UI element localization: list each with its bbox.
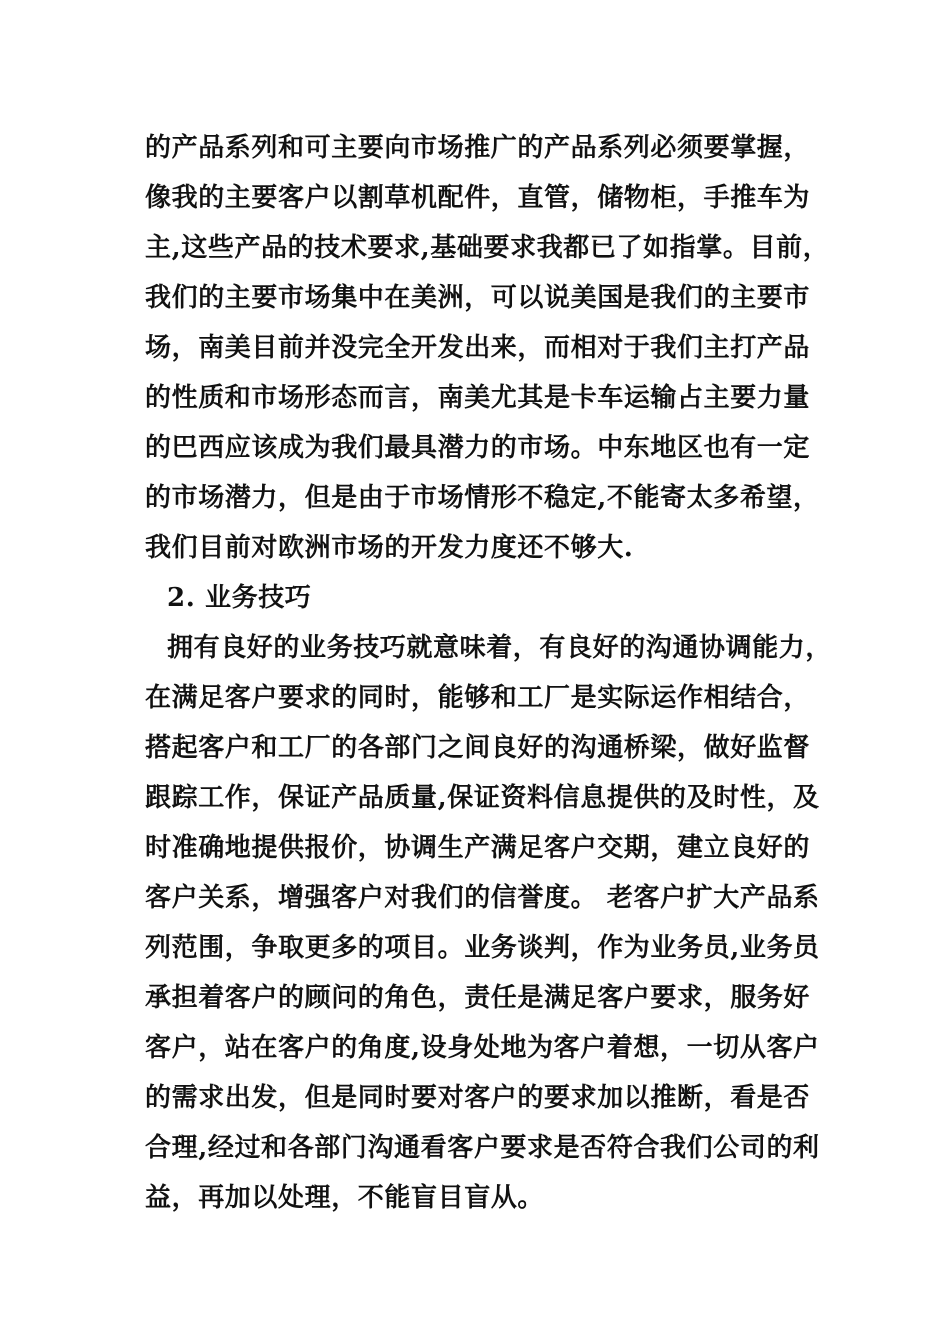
text-line: 主,这些产品的技术要求,基础要求我都已了如指掌。目前， <box>145 233 830 263</box>
text-line: 跟踪工作，保证产品质量,保证资料信息提供的及时性，及 <box>145 783 820 813</box>
document-body <box>145 123 835 1223</box>
text-line: 客户关系，增强客户对我们的信誉度。 老客户扩大产品系 <box>145 883 820 913</box>
text-line: 场，南美目前并没完全开发出来，而相对于我们主打产品 <box>145 333 811 363</box>
text-line: 我们的主要市场集中在美洲，可以说美国是我们的主要市 <box>145 283 811 313</box>
text-line: 客户，站在客户的角度,设身处地为客户着想，一切从客户 <box>145 1033 820 1063</box>
text-line: 承担着客户的顾问的角色，责任是满足客户要求，服务好 <box>145 983 811 1013</box>
text-line: 在满足客户要求的同时，能够和工厂是实际运作相结合， <box>145 683 811 713</box>
text-line: 的需求出发，但是同时要对客户的要求加以推断，看是否 <box>145 1083 811 1113</box>
text-line: 合理,经过和各部门沟通看客户要求是否符合我们公司的利 <box>145 1133 820 1163</box>
text-line: 的产品系列和可主要向市场推广的产品系列必须要掌握， <box>145 133 811 163</box>
text-line: 的巴西应该成为我们最具潜力的市场。中东地区也有一定 <box>145 433 811 463</box>
text-line: 搭起客户和工厂的各部门之间良好的沟通桥梁，做好监督 <box>145 733 811 763</box>
text-line: 拥有良好的业务技巧就意味着，有良好的沟通协调能力， <box>167 633 833 663</box>
paragraph-business-skills <box>145 623 835 1223</box>
text-line: 益，再加以处理，不能盲目盲从。 <box>145 1183 545 1213</box>
text-line: 我们目前对欧洲市场的开发力度还不够大. <box>145 533 634 563</box>
text-line: 时准确地提供报价，协调生产满足客户交期，建立良好的 <box>145 833 811 863</box>
paragraph-market <box>145 123 835 573</box>
text-line: 像我的主要客户以割草机配件，直管，储物柜，手推车为 <box>145 183 811 213</box>
section-heading: 2. 业务技巧 <box>167 583 312 613</box>
text-line: 的性质和市场形态而言，南美尤其是卡车运输占主要力量 <box>145 383 811 413</box>
text-line: 的市场潜力，但是由于市场情形不稳定,不能寄太多希望， <box>145 483 820 513</box>
text-line: 列范围，争取更多的项目。业务谈判，作为业务员,业务员 <box>145 933 820 963</box>
